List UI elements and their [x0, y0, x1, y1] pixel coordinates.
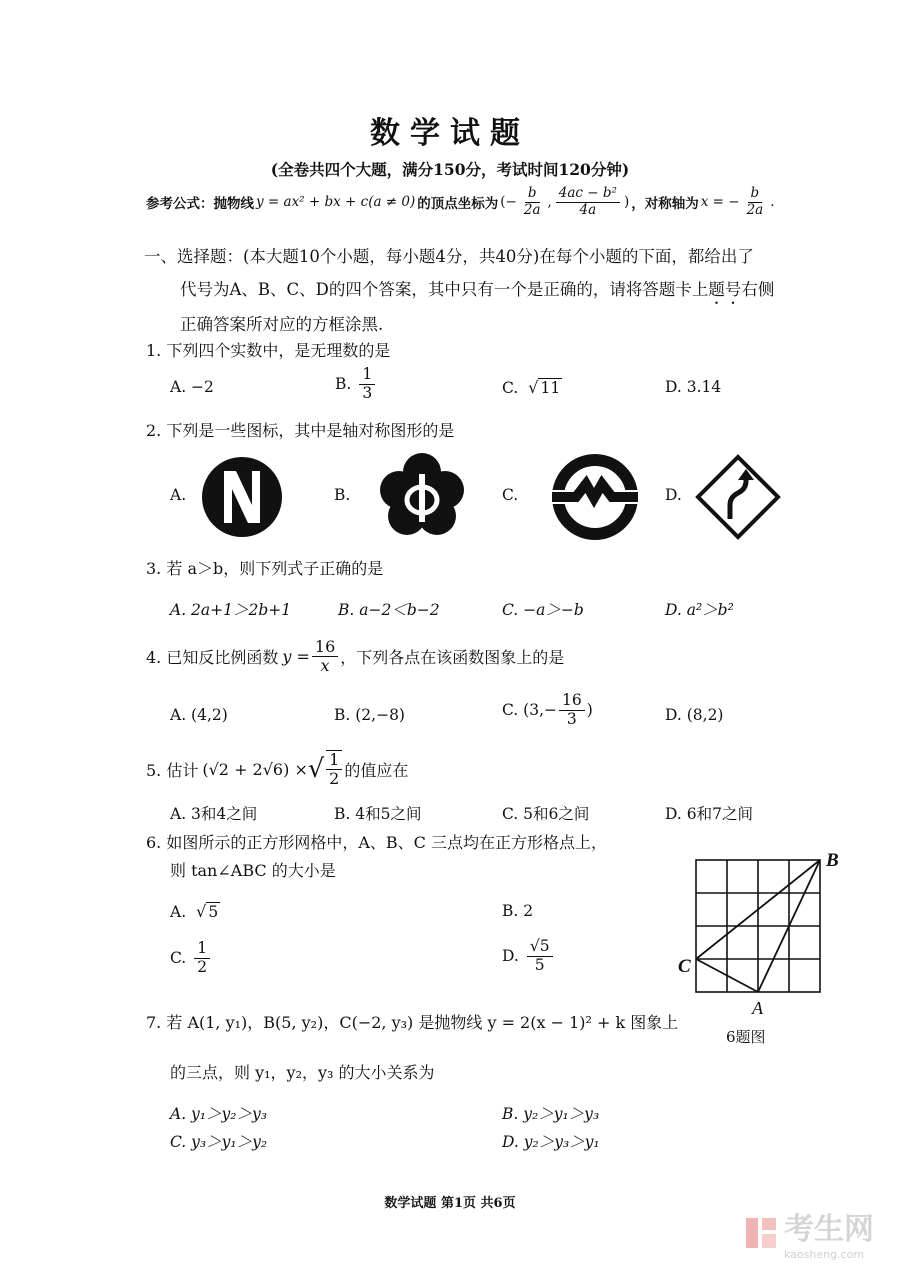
q4-option-b: B. (2,−8) — [334, 706, 405, 724]
watermark — [744, 1204, 874, 1261]
q1-option-b: B. $\frac{1}{3}$ — [335, 366, 377, 403]
section-line-3: 正确答案所对应的方框涂黑. — [180, 315, 384, 334]
q7-option-a: A. y₁＞y₂＞y₃ — [170, 1105, 267, 1123]
n-circle-icon — [200, 455, 284, 539]
q5-option-c: C. 5和6之间 — [502, 805, 590, 823]
q5-option-a: A. 3和4之间 — [170, 805, 258, 823]
q2-option-d-label: D. — [665, 486, 682, 504]
question-6-grid-figure — [676, 846, 846, 1026]
watermark-text: 考生网 — [784, 1212, 874, 1247]
section-line-2a: 代号为A、B、C、D的四个答案，其中只有一个是正确的，请将答题卡上 — [180, 280, 709, 299]
flower-emblem-icon — [378, 452, 466, 540]
q3-option-b: B. a−2＜b−2 — [338, 601, 440, 619]
question-3-stem: 3. 若 a＞b，则下列式子正确的是 — [146, 559, 384, 578]
q2-option-b-label: B. — [334, 486, 351, 504]
reference-formula: 参考公式：抛物线 y = ax² + bx + c(a ≠ 0) 的顶点坐标为 (− $\frac{b}{2a}$ , $\frac{\text{4ac − b²}}{4a}$ ) ，对称轴为 x = − $\frac{b}{2a}$ . — [146, 185, 775, 218]
vertex-x-fraction: $\frac{b}{2a}$ — [523, 185, 541, 218]
formula-equation: y = ax² + bx + c(a ≠ 0) — [256, 194, 416, 211]
section-line-2b: 题号 — [708, 280, 742, 299]
question-1-stem: 1. 下列四个实数中，是无理数的是 — [146, 341, 391, 360]
metro-logo-icon — [550, 452, 640, 542]
q7-option-c: C. y₃＞y₁＞y₂ — [170, 1133, 268, 1151]
question-7-stem-2: 的三点，则 y₁，y₂，y₃ 的大小关系为 — [170, 1063, 435, 1082]
question-4-stem: 4. 已知反比例函数 y = $\frac{16}{x}$ ，下列各点在该函数图象上的是 — [146, 637, 565, 676]
q1-option-c: C. √ 11 — [502, 378, 561, 397]
section-instructions — [146, 240, 786, 341]
q6-option-a: A. √ 5 — [170, 902, 219, 921]
q6-option-c: C. $\frac{1}{2}$ — [170, 940, 212, 977]
figure-label-a: A — [752, 998, 763, 1018]
question-5-stem: 5. 估计 (√2 + 2√6) × √ $\frac{1}{2}$ 的值应在 — [146, 750, 409, 789]
axis-fraction: $\frac{b}{2a}$ — [746, 185, 764, 218]
q5-option-d: D. 6和7之间 — [665, 805, 753, 823]
page-title: 数学试题 — [370, 116, 530, 151]
q4-option-d: D. (8,2) — [665, 706, 724, 724]
q3-option-a: A. 2a+1＞2b+1 — [170, 601, 292, 619]
question-6-stem-2: 则 tan∠ABC 的大小是 — [170, 861, 336, 880]
exam-subtitle: (全卷共四个大题，满分150分，考试时间120分钟) — [270, 160, 630, 179]
q6-option-d: D. $\frac{√5}{5}$ — [502, 938, 555, 975]
figure-caption: 6题图 — [726, 1028, 766, 1046]
formula-prefix: 参考公式：抛物线 — [146, 196, 254, 213]
figure-label-b: B — [826, 850, 839, 871]
q3-option-c: C. −a＞−b — [502, 601, 584, 619]
question-6-stem-1: 6. 如图所示的正方形网格中，A、B、C 三点均在正方形格点上， — [146, 833, 607, 852]
vertex-y-fraction: $\frac{\text{4ac − b²}}{4a}$ — [556, 186, 620, 218]
formula-mid: 的顶点坐标为 — [417, 196, 499, 213]
curve-road-sign-icon — [694, 453, 782, 541]
q5-option-b: B. 4和5之间 — [334, 805, 422, 823]
q4-option-a: A. (4,2) — [170, 706, 228, 724]
question-2-stem: 2. 下列是一些图标，其中是轴对称图形的是 — [146, 421, 455, 440]
q7-option-b: B. y₂＞y₁＞y₃ — [502, 1105, 600, 1123]
q3-option-d: D. a²＞b² — [665, 601, 734, 619]
q4-option-c: C. (3,− $\frac{16}{3}$ ) — [502, 691, 593, 728]
q1-option-d: D. 3.14 — [665, 378, 722, 396]
question-7-stem-1: 7. 若 A(1, y₁)，B(5, y₂)，C(−2, y₃) 是抛物线 y = 2(x − 1)² + k 图象上 — [146, 1013, 679, 1032]
q6-option-b: B. 2 — [502, 902, 534, 920]
section-line-2c: 右侧 — [741, 280, 775, 299]
kaosheng-logo-icon — [744, 1216, 778, 1250]
q1-option-a: A. −2 — [170, 378, 214, 396]
watermark-url: kaosheng.com — [784, 1248, 865, 1261]
q2-option-a-label: A. — [170, 486, 187, 504]
page-footer: 数学试题 第1页 共6页 — [384, 1196, 516, 1211]
q2-option-c-label: C. — [502, 486, 519, 504]
figure-label-c: C — [678, 956, 691, 977]
q7-option-d: D. y₂＞y₃＞y₁ — [502, 1133, 600, 1151]
formula-axis-text: ，对称轴为 — [631, 196, 699, 213]
section-line-1: 一、选择题：(本大题10个小题，每小题4分，共40分)在每个小题的下面，都给出了 — [144, 247, 754, 266]
